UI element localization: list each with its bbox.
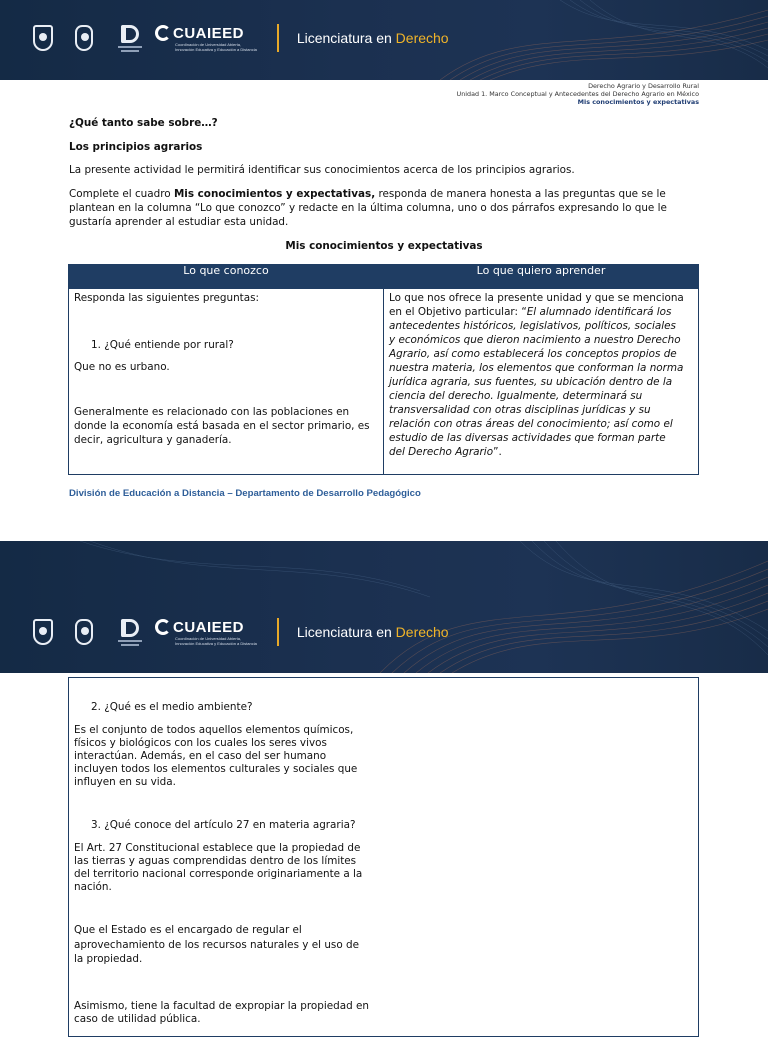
intro-question: ¿Qué tanto sabe sobre…? [69,117,218,129]
table-title: Mis conocimientos y expectativas [285,240,483,252]
answer-1-detail: Generalmente es relacionado con las poblaciones en donde la economía está basada en el sector primario, es decir, agricultura y ganadería. [74,406,370,446]
unam-shield-icon [33,619,53,645]
answer-1: Que no es urbano. [74,361,170,373]
cuaieed-c-icon [155,619,171,635]
unam-shield-icon [33,25,53,51]
answer-3-expropriation: Asimismo, tiene la facultad de expropiar la propiedad en caso de utilidad pública. [74,1000,369,1025]
question-2: 2. ¿Qué es el medio ambiente? [91,701,253,713]
header-divider [277,24,279,52]
intro-paragraph-2: Complete el cuadro Mis conocimientos y expectativas, responda de manera honesta a las preguntas que se le plantean en la columna “Lo que conozco” y redacte en la última columna, uno o dos párrafos expresando lo que le gustaría aprender al estudiar esta unidad. [69,188,667,228]
header-divider [277,618,279,646]
cuaieed-subtitle-2: Innovación Educativa y Educación a Distancia [175,640,257,646]
cuaieed-title: CUAIEED [173,618,245,636]
learning-expectation: Lo que nos ofrece la presente unidad y que se menciona en el Objetivo particular: “El alumnado identificará los antecedentes históricos, legislativos, políticos, sociales y económicos que dieron nacimiento a nuestro Derecho Agrario, así como establecerá los conceptos propios de nuestra materia, los elementos que conforman la norma jurídica agraria, sus fuentes, su ubicación dentro de la ciencia del derecho. Igualmente, determinará su transversalidad con otras disciplinas jurídicas y su relación con otras áreas del conocimiento; así como el estudio de las diversas actividades que forman parte del Derecho Agrario”. [389,292,684,458]
institution-logos [33,24,449,52]
cuaieed-logo [155,25,257,52]
col-header-want: Lo que quiero aprender [384,264,699,289]
intro-paragraph-1: La presente actividad le permitirá identificar sus conocimientos acerca de los principios agrarios. [69,164,575,176]
question-3: 3. ¿Qué conoce del artículo 27 en materia agraria? [91,819,356,831]
intro-topic: Los principios agrarios [69,141,203,153]
program-highlight: Derecho [395,30,449,46]
faculty-shield-icon [75,619,93,645]
footer-department: División de Educación a Distancia – Departamento de Desarrollo Pedagógico [69,488,421,499]
cuaieed-logo [155,619,257,646]
cuaieed-c-icon [155,25,171,41]
institution-logos-page-2 [33,618,449,646]
cuaieed-subtitle-2: Innovación Educativa y Educación a Distancia [175,46,257,52]
cell-want [384,289,699,475]
question-1: 1. ¿Qué entiende por rural? [91,339,234,351]
breadcrumb-subject: Derecho Agrario y Desarrollo Rural [588,82,699,90]
dgdp-logo-icon [115,25,145,52]
program-name [297,30,449,46]
answer-3-state: Que el Estado es el encargado de regular el aprovechamiento de los recursos naturales y el uso de la propiedad. [74,924,359,965]
cell-known [69,289,384,475]
expectations-table [68,264,699,475]
answer-3: El Art. 27 Constitucional establece que la propiedad de las tierras y aguas comprendidas dentro de los límites del territorio nacional corresponde originariamente a la nación. [74,842,363,893]
cuaieed-subtitle-1: Coordinación de Universidad Abierta, [175,41,242,47]
breadcrumb [457,82,699,106]
header-banner-page-2 [0,541,768,673]
cuaieed-subtitle-1: Coordinación de Universidad Abierta, [175,635,242,641]
breadcrumb-activity: Mis conocimientos y expectativas [577,98,699,106]
breadcrumb-unit: Unidad 1. Marco Conceptual y Antecedentes del Derecho Agrario en México [456,90,699,98]
program-highlight: Derecho [395,624,449,640]
program-prefix: Licenciatura en [296,30,392,46]
cell-instruction: Responda las siguientes preguntas: [74,292,260,304]
col-header-known: Lo que conozco [69,264,384,289]
continuation-table [68,677,699,1037]
header-banner [0,0,768,80]
faculty-shield-icon [75,25,93,51]
program-prefix: Licenciatura en [296,624,392,640]
dgdp-logo-icon [115,619,145,646]
cuaieed-title: CUAIEED [173,24,245,42]
program-name [297,624,449,640]
decorative-waves [0,541,768,673]
answer-2: Es el conjunto de todos aquellos elementos químicos, físicos y biológicos con los cuales los seres vivos interactúan. Además, en el caso del ser humano incluyen todos los elementos culturales y sociales que influyen en su vida. [74,724,358,788]
